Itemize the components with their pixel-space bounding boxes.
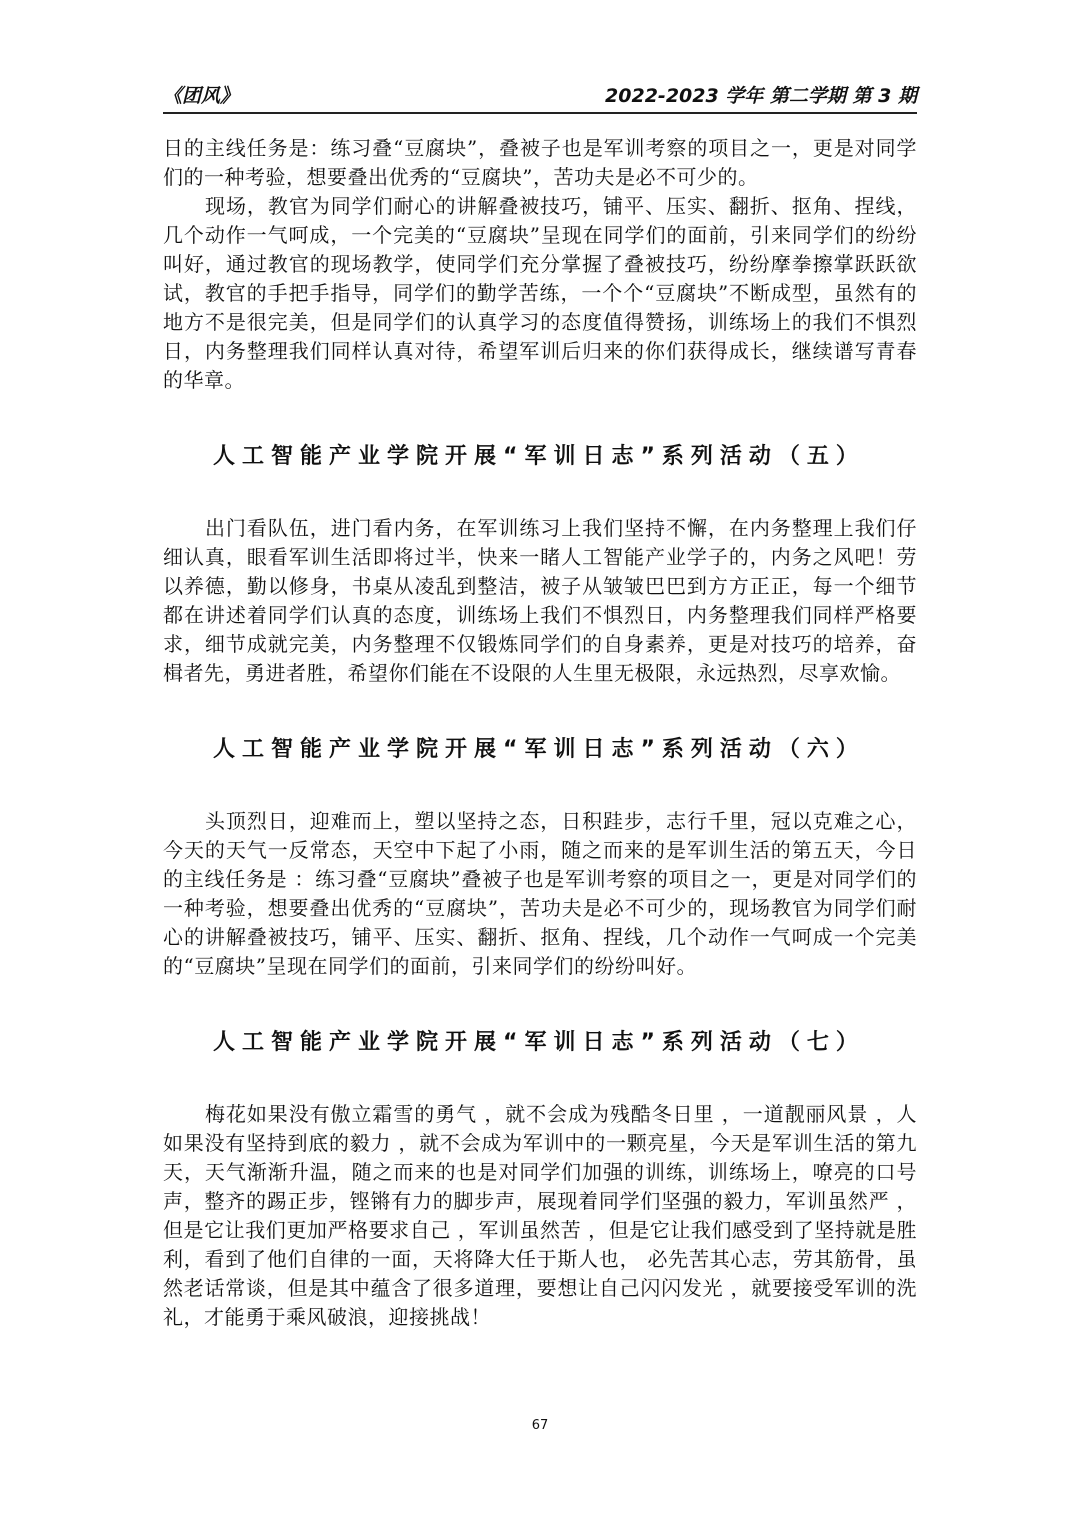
page-content — [163, 134, 917, 1332]
section-title-6: 人工智能产业学院开展“军训日志”系列活动（六） — [213, 737, 865, 762]
page-header — [163, 78, 917, 114]
page-number: 67 — [531, 1418, 549, 1433]
intro-paragraph-2: 现场，教官为同学们耐心的讲解叠被技巧，铺平、压实、翻折、抠角、捏线，几个动作一气呵成，一个完美的“豆腐块”呈现在同学们的面前，引来同学们的纷纷叫好，通过教官的现场教学，使同学们充分掌握了叠被技巧，纷纷摩拳擦掌跃跃欲试，教官的手把手指导，同学们的勤学苦练，一个个“豆腐块”不断成型，虽然有的地方不是很完美，但是同学们的认真学习的态度值得赞扬，训练场上的我们不惧烈日，内务整理我们同样认真对待，希望军训后归来的你们获得成长，继续谱写青春的华章。 — [163, 194, 917, 392]
journal-name: 《团风》 — [163, 85, 240, 107]
section-body-6: 头顶烈日，迎难而上，塑以坚持之态，日积跬步，志行千里，冠以克难之心，今天的天气一反常态，天空中下起了小雨，随之而来的是军训生活的第五天，今日的主线任务是 ：练习叠“豆腐块”叠被子也是军训考察的项目之一，更是对同学们的一种考验，想要叠出优秀的“豆腐块”，苦功夫是必不可少的，现场教官为同学们耐心的讲解叠被技巧，铺平、压实、翻折、抠角、捏线，几个动作一气呵成一个完美的“豆腐块”呈现在同学们的面前，引来同学们的纷纷叫好。 — [163, 809, 917, 978]
section-body-7: 梅花如果没有傲立霜雪的勇气 ，就不会成为残酷冬日里 ，一道靓丽风景 ，人如果没有坚持到底的毅力 ，就不会成为军训中的一颗亮星，今天是军训生活的第九天，天气渐渐升温，随之而来的也是对同学们加强的训练，训练场上，嘹亮的口号声，整齐的踢正步，铿锵有力的脚步声，展现着同学们坚强的毅力，军训虽然严 ，但是它让我们更加严格要求自己 ，军训虽然苦 ，但是它让我们感受到了坚持就是胜利，看到了他们自律的一面，天将降大任于斯人也， 必先苦其心志，劳其筋骨，虽然老话常谈，但是其中蕴含了很多道理，要想让自己闪闪发光 ，就要接受军训的洗礼，才能勇于乘风破浪，迎接挑战！ — [163, 1102, 917, 1329]
intro-paragraph-1: 日的主线任务是：练习叠“豆腐块”，叠被子也是军训考察的项目之一，更是对同学们的一种考验，想要叠出优秀的“豆腐块”，苦功夫是必不可少的。 — [163, 136, 917, 189]
section-body-5: 出门看队伍，进门看内务，在军训练习上我们坚持不懈，在内务整理上我们仔细认真，眼看军训生活即将过半，快来一睹人工智能产业学子的，内务之风吧！劳以养德，勤以修身，书桌从凌乱到整洁，被子从皱皱巴巴到方方正正，每一个细节都在讲述着同学们认真的态度，训练场上我们不惧烈日，内务整理我们同样严格要求，细节成就完美，内务整理不仅锻炼同学们的自身素养，更是对技巧的培养，奋楫者先，勇进者胜，希望你们能在不设限的人生里无极限，永远热烈，尽享欢愉。 — [163, 516, 917, 685]
issue-info: 2022-2023 学年 第二学期 第 3 期 — [605, 85, 917, 107]
section-title-7: 人工智能产业学院开展“军训日志”系列活动（七） — [213, 1030, 865, 1055]
section-title-5: 人工智能产业学院开展“军训日志”系列活动（五） — [213, 444, 865, 469]
